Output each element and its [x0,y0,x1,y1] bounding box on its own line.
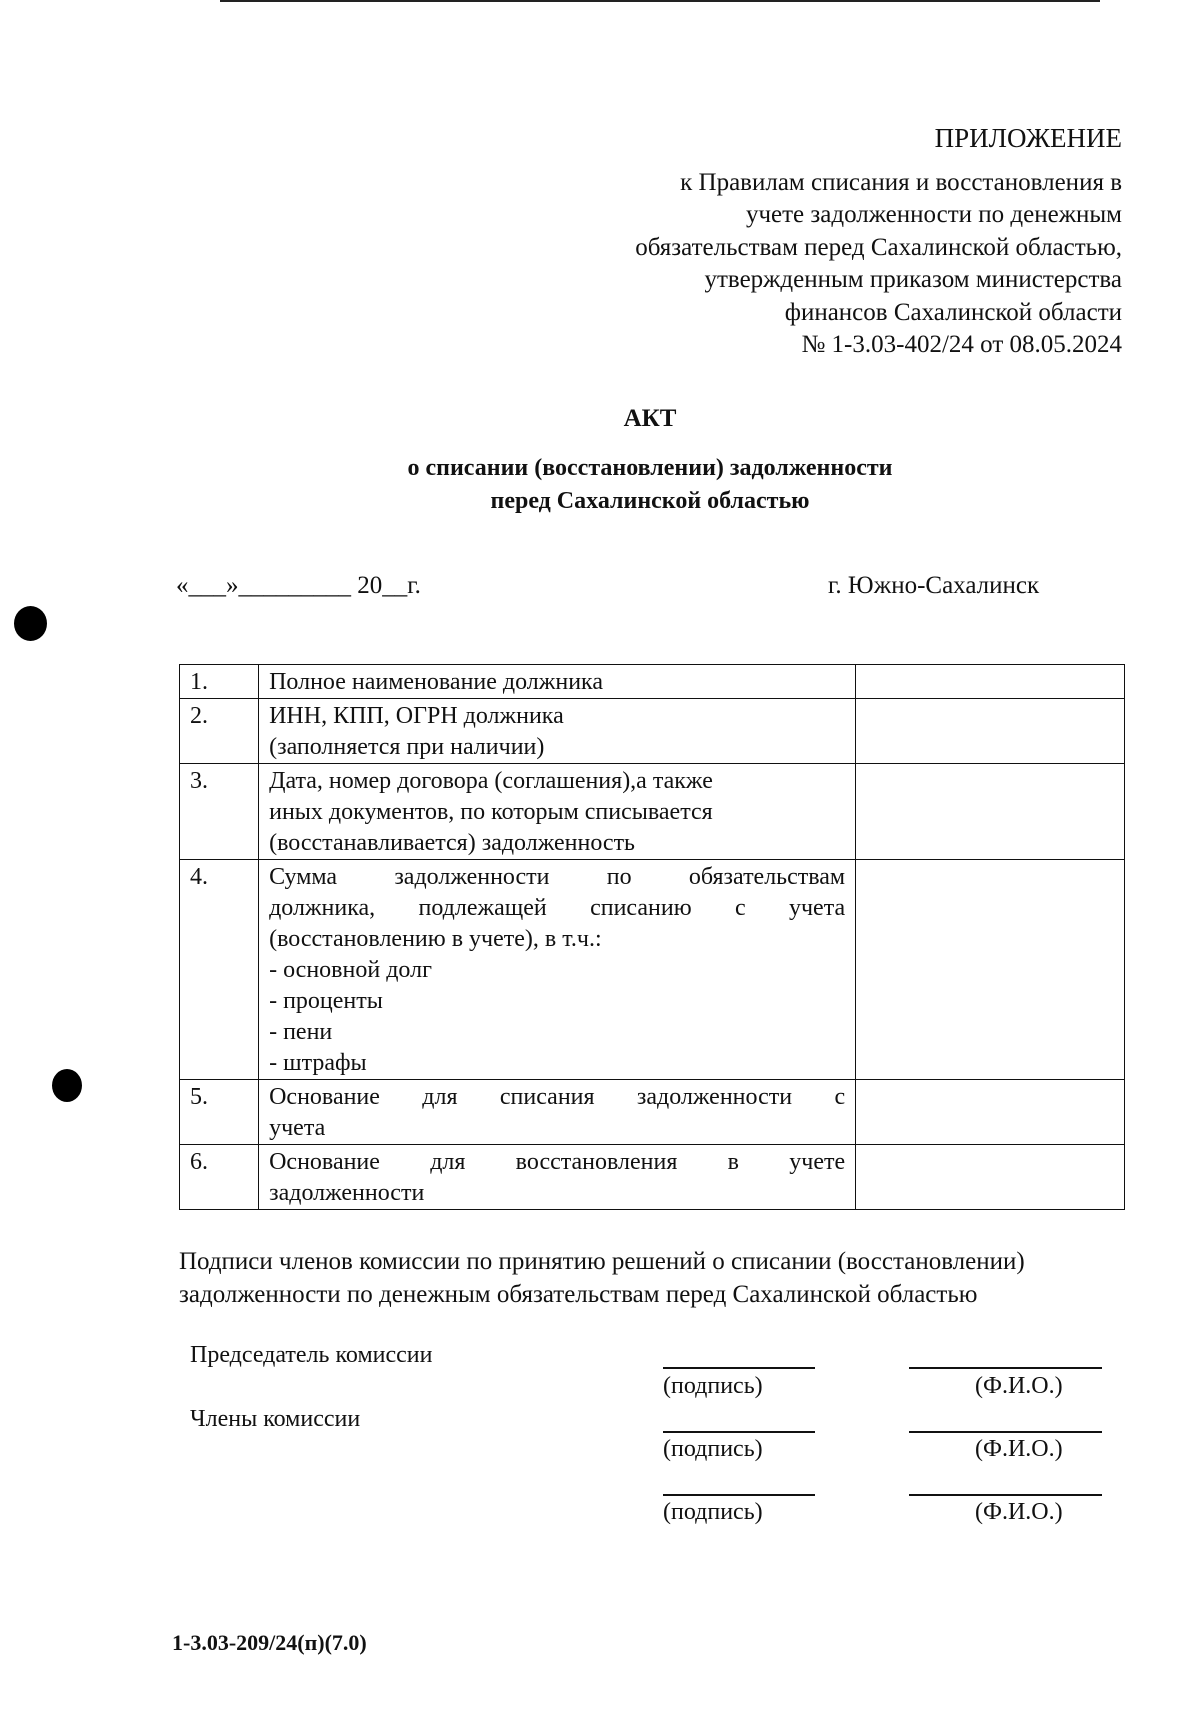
row-text: - проценты [269,988,383,1014]
row-text: - штрафы [269,1050,367,1076]
row-description [259,665,856,699]
row-text: Дата, номер договора (соглашения),а также [269,768,713,794]
row-number: 6. [180,1145,259,1210]
row-text: иных документов, по которым списывается [269,799,713,825]
row-value-cell [856,1145,1125,1210]
table-row [180,665,1125,699]
row-text: учета [269,1115,326,1141]
row-text: Основание для списания задолженности с [269,1084,846,1110]
row-text: задолженности [269,1180,425,1206]
members-label: Члены комиссии [190,1406,361,1432]
row-text: - основной долг [269,957,432,983]
name-hint: (Ф.И.О.) [975,1499,1063,1525]
row-description [259,1145,856,1210]
signatures-caption [179,1245,1129,1311]
name-line-member-2 [909,1494,1102,1496]
row-description [259,764,856,860]
row-text: должника, подлежащей списанию с учета [269,895,846,921]
city-name: г. Южно-Сахалинск [828,572,1040,599]
table-row [180,1145,1125,1210]
row-description [259,699,856,764]
act-subtitle [170,452,1130,518]
document-code: 1-3.03-209/24(п)(7.0) [172,1630,367,1655]
row-text: (восстановлению в учете), в т.ч.: [269,926,602,952]
signature-hint: (подпись) [663,1373,763,1399]
row-number: 5. [180,1080,259,1145]
appendix-line: финансов Сахалинской области [784,298,1122,326]
act-subtitle-line: перед Сахалинской областью [490,488,810,514]
signature-line-member-2 [663,1494,815,1496]
row-text: (заполняется при наличии) [269,734,545,760]
row-text: (восстанавливается) задолженность [269,830,635,856]
signature-hint: (подпись) [663,1499,763,1525]
row-value-cell [856,1080,1125,1145]
row-value-cell [856,699,1125,764]
appendix-heading: ПРИЛОЖЕНИЕ [934,123,1122,153]
row-text: - пени [269,1019,333,1045]
appendix-line: обязательствам перед Сахалинской областью, [635,233,1122,261]
signature-line-chairman [663,1367,815,1369]
row-value-cell [856,860,1125,1080]
name-line-member-1 [909,1431,1102,1433]
table-row [180,699,1125,764]
row-text: Сумма задолженности по обязательствам [269,864,846,890]
scan-top-edge [220,0,1100,2]
appendix-line: учете задолженности по денежным [745,201,1122,228]
punch-hole-bottom [52,1069,82,1102]
name-hint: (Ф.И.О.) [975,1436,1063,1462]
row-description [259,1080,856,1145]
row-number: 4. [180,860,259,1080]
row-number: 2. [180,699,259,764]
row-value-cell [856,665,1125,699]
appendix-line: утвержденным приказом министерства [704,266,1122,293]
debt-info-table [179,664,1125,1210]
table-row [180,860,1125,1080]
punch-hole-top [14,606,47,641]
name-hint: (Ф.И.О.) [975,1373,1063,1399]
act-title: АКТ [623,405,677,432]
date-line: «___»_________ 20__г. [176,572,421,599]
caption-line: задолженности по денежным обязательствам перед Сахалинской областью [179,1281,978,1308]
row-text: Полное наименование должника [269,669,603,695]
act-subtitle-line: о списании (восстановлении) задолженности [407,455,893,481]
row-value-cell [856,764,1125,860]
row-description [259,860,856,1080]
row-number: 1. [180,665,259,699]
appendix-line: № 1-3.03-402/24 от 08.05.2024 [801,331,1122,358]
signature-line-member-1 [663,1431,815,1433]
name-line-chairman [909,1367,1102,1369]
appendix-block [502,122,1122,362]
table-row [180,764,1125,860]
table-row [180,1080,1125,1145]
caption-line: Подписи членов комиссии по принятию решений о списании (восстановлении) [179,1248,1025,1275]
chairman-label: Председатель комиссии [190,1342,433,1368]
row-text: ИНН, КПП, ОГРН должника [269,703,564,729]
appendix-line: к Правилам списания и восстановления в [680,168,1122,196]
signature-hint: (подпись) [663,1436,763,1462]
row-number: 3. [180,764,259,860]
row-text: Основание для восстановления в учете [269,1149,846,1175]
